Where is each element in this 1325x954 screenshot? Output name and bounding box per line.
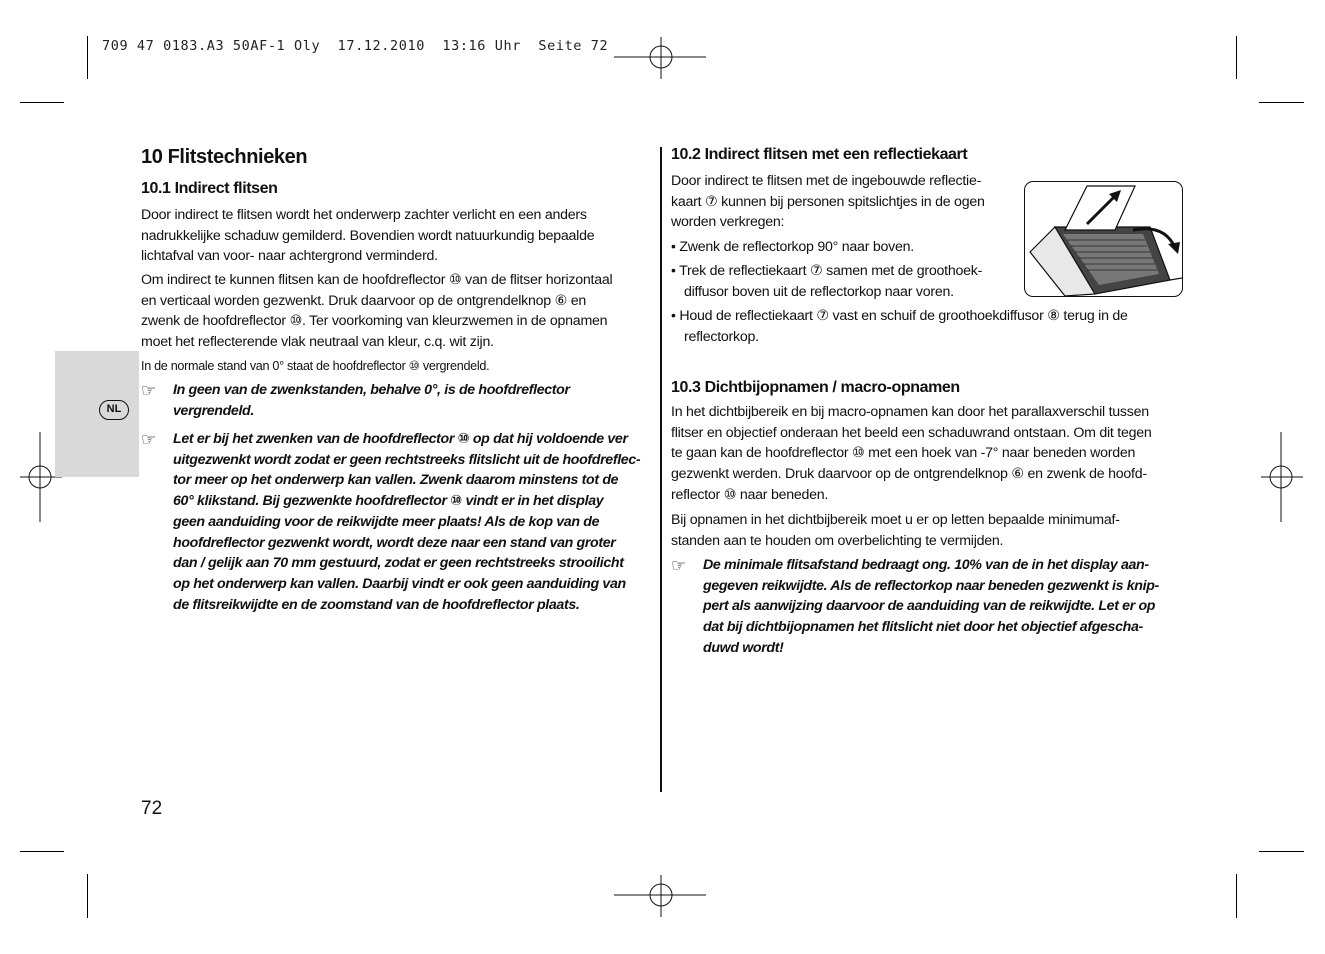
text-line: worden verkregen: bbox=[671, 214, 785, 231]
crop-mark bbox=[20, 102, 64, 103]
text-line: tor meer op het onderwerp kan vallen. Zwenk daarom minstens tot de bbox=[173, 472, 619, 489]
bullet-text: Trek de reflectiekaart ⑦ samen met de groothoek- bbox=[679, 263, 983, 279]
text-line: Let er bij het zwenken van de hoofdreflector ⑩ op dat hij voldoende ver bbox=[173, 431, 628, 447]
print-slug: 709 47 0183.A3 50AF-1 Oly 17.12.2010 13:16 Uhr Seite 72 bbox=[102, 38, 609, 54]
section-heading: 10.2 Indirect flitsen met een reflectiekaart bbox=[671, 146, 968, 163]
crop-mark bbox=[87, 36, 88, 79]
language-tab bbox=[55, 351, 139, 477]
section-heading: 10.1 Indirect flitsen bbox=[141, 180, 278, 197]
bullet-text: Houd de reflectiekaart ⑦ vast en schuif de groothoekdiffusor ⑧ terug in de bbox=[679, 308, 1128, 324]
bullet-icon: • bbox=[671, 238, 676, 254]
bullet-icon: • bbox=[671, 307, 676, 323]
text-line: de flitsreikwijdte en de zoomstand van de hoofdreflector plaats. bbox=[173, 596, 580, 613]
text-line: op het onderwerp kan vallen. Daarbij vindt er ook geen aanduiding van bbox=[173, 575, 626, 592]
text-line: Door indirect te flitsen wordt het onderwerp zachter verlicht en een anders bbox=[141, 207, 587, 223]
text-line: duwd wordt! bbox=[703, 639, 784, 656]
crop-mark bbox=[87, 874, 88, 918]
crop-mark bbox=[1259, 851, 1304, 852]
note-block bbox=[703, 555, 1185, 659]
note-block bbox=[173, 380, 655, 421]
text-line: dat bij dichtbijopnamen het flitslicht niet door het objectief afgescha- bbox=[703, 619, 1143, 636]
column-divider bbox=[660, 147, 662, 792]
bullet-text: Zwenk de reflectorkop 90° naar boven. bbox=[679, 239, 914, 255]
registration-mark-icon bbox=[614, 873, 708, 919]
list-item bbox=[671, 260, 1016, 302]
crop-mark bbox=[20, 851, 64, 852]
text-line: standen aan te houden om overbelichting te vermijden. bbox=[671, 532, 1004, 549]
text-line bbox=[671, 305, 1186, 327]
pointing-hand-icon: ☞ bbox=[141, 430, 157, 449]
crop-mark bbox=[1236, 36, 1237, 79]
text-line: Door indirect te flitsen met de ingebouwde reflectie- bbox=[671, 173, 982, 189]
paragraph bbox=[671, 402, 1186, 506]
bullet-icon: • bbox=[671, 262, 676, 278]
small-note: In de normale stand van 0° staat de hoofdreflector ⑩ vergrendeld. bbox=[141, 359, 490, 373]
text-line bbox=[671, 236, 1016, 258]
paragraph bbox=[671, 171, 1016, 233]
text-line: gegeven reikwijdte. Als de reflectorkop naar beneden gezwenkt is knip- bbox=[703, 577, 1159, 594]
text-line: kaart ⑦ kunnen bij personen spitslichtjes in de ogen bbox=[671, 193, 985, 210]
text-line: te gaan kan de hoofdreflector ⑩ met een hoek van -7° naar beneden worden bbox=[671, 445, 1136, 462]
text-line: uitgezwenkt wordt zodat er geen rechtstreeks flitslicht uit de hoofdreflec- bbox=[173, 451, 641, 468]
text-line: dan / gelijk aan 70 mm gestuurd, zodat er geen rechtstreeks strooilicht bbox=[173, 555, 624, 572]
text-line: De minimale flitsafstand bedraagt ong. 10% van de in het display aan- bbox=[703, 557, 1149, 573]
text-line: zwenk de hoofdreflector ⑩. Ter voorkoming van kleurzwemen in de opnamen bbox=[141, 313, 608, 330]
crop-mark bbox=[1259, 102, 1304, 103]
list-item bbox=[671, 236, 1016, 258]
text-line: Om indirect te kunnen flitsen kan de hoofdreflector ⑩ van de flitser horizontaal bbox=[141, 272, 613, 288]
pointing-hand-icon: ☞ bbox=[671, 556, 687, 575]
text-line: 60° klikstand. Bij gezwenkte hoofdreflector ⑩ vindt er in het display bbox=[173, 493, 604, 510]
paragraph bbox=[141, 205, 656, 267]
text-line: flitser en objectief onderaan het beeld een schaduwrand ontstaan. Om dit tegen bbox=[671, 424, 1152, 441]
text-line: moet het reflecterende vlak neutraal van kleur, c.q. wit zijn. bbox=[141, 334, 494, 351]
paragraph bbox=[141, 270, 656, 353]
text-line: hoofdreflector gezwenkt wordt, wordt deze naar een stand van groter bbox=[173, 534, 616, 551]
reflector-card-illustration bbox=[1024, 181, 1183, 297]
text-line: reflector ⑩ naar beneden. bbox=[671, 486, 829, 503]
text-line: lichtafval van voor- naar achtergrond verminderd. bbox=[141, 248, 438, 265]
page-number: 72 bbox=[141, 798, 163, 819]
pointing-hand-icon: ☞ bbox=[141, 381, 157, 400]
section-heading: 10.3 Dichtbijopnamen / macro-opnamen bbox=[671, 379, 960, 396]
crop-mark bbox=[1236, 874, 1237, 918]
text-line: geen aanduiding voor de reikwijdte meer plaats! Als de kop van de bbox=[173, 513, 600, 530]
paragraph bbox=[671, 510, 1186, 551]
text-line bbox=[671, 260, 1016, 282]
registration-mark-icon bbox=[1259, 432, 1305, 522]
flash-head-drawing bbox=[1025, 182, 1182, 296]
text-line: pert als aanwijzing daarvoor de aanduiding van de reikwijdte. Let er op bbox=[703, 598, 1156, 615]
note-block bbox=[173, 429, 655, 615]
text-line: diffusor boven uit de reflectorkop naar voren. bbox=[684, 283, 954, 300]
text-line: en verticaal worden gezwenkt. Druk daarvoor op de ontgrendelknop ⑥ en bbox=[141, 292, 587, 309]
list-item bbox=[671, 305, 1186, 347]
chapter-title: 10 Flitstechnieken bbox=[141, 146, 308, 168]
text-line: Bij opnamen in het dichtbijbereik moet u er op letten bepaalde minimumaf- bbox=[671, 512, 1120, 528]
registration-mark-icon bbox=[614, 35, 708, 81]
text-line: nadrukkelijke schaduw gemilderd. Bovendien wordt natuurkundig bepaalde bbox=[141, 227, 595, 244]
language-badge: NL bbox=[99, 400, 129, 420]
text-line: In geen van de zwenkstanden, behalve 0°, is de hoofdreflector bbox=[173, 382, 570, 398]
text-line: reflectorkop. bbox=[684, 328, 759, 345]
text-line: gezwenkt werden. Druk daarvoor op de ontgrendelknop ⑥ en zwenk de hoofd- bbox=[671, 466, 1147, 483]
text-line: In het dichtbijbereik en bij macro-opnamen kan door het parallaxverschil tussen bbox=[671, 404, 1149, 420]
text-line: vergrendeld. bbox=[173, 402, 254, 419]
